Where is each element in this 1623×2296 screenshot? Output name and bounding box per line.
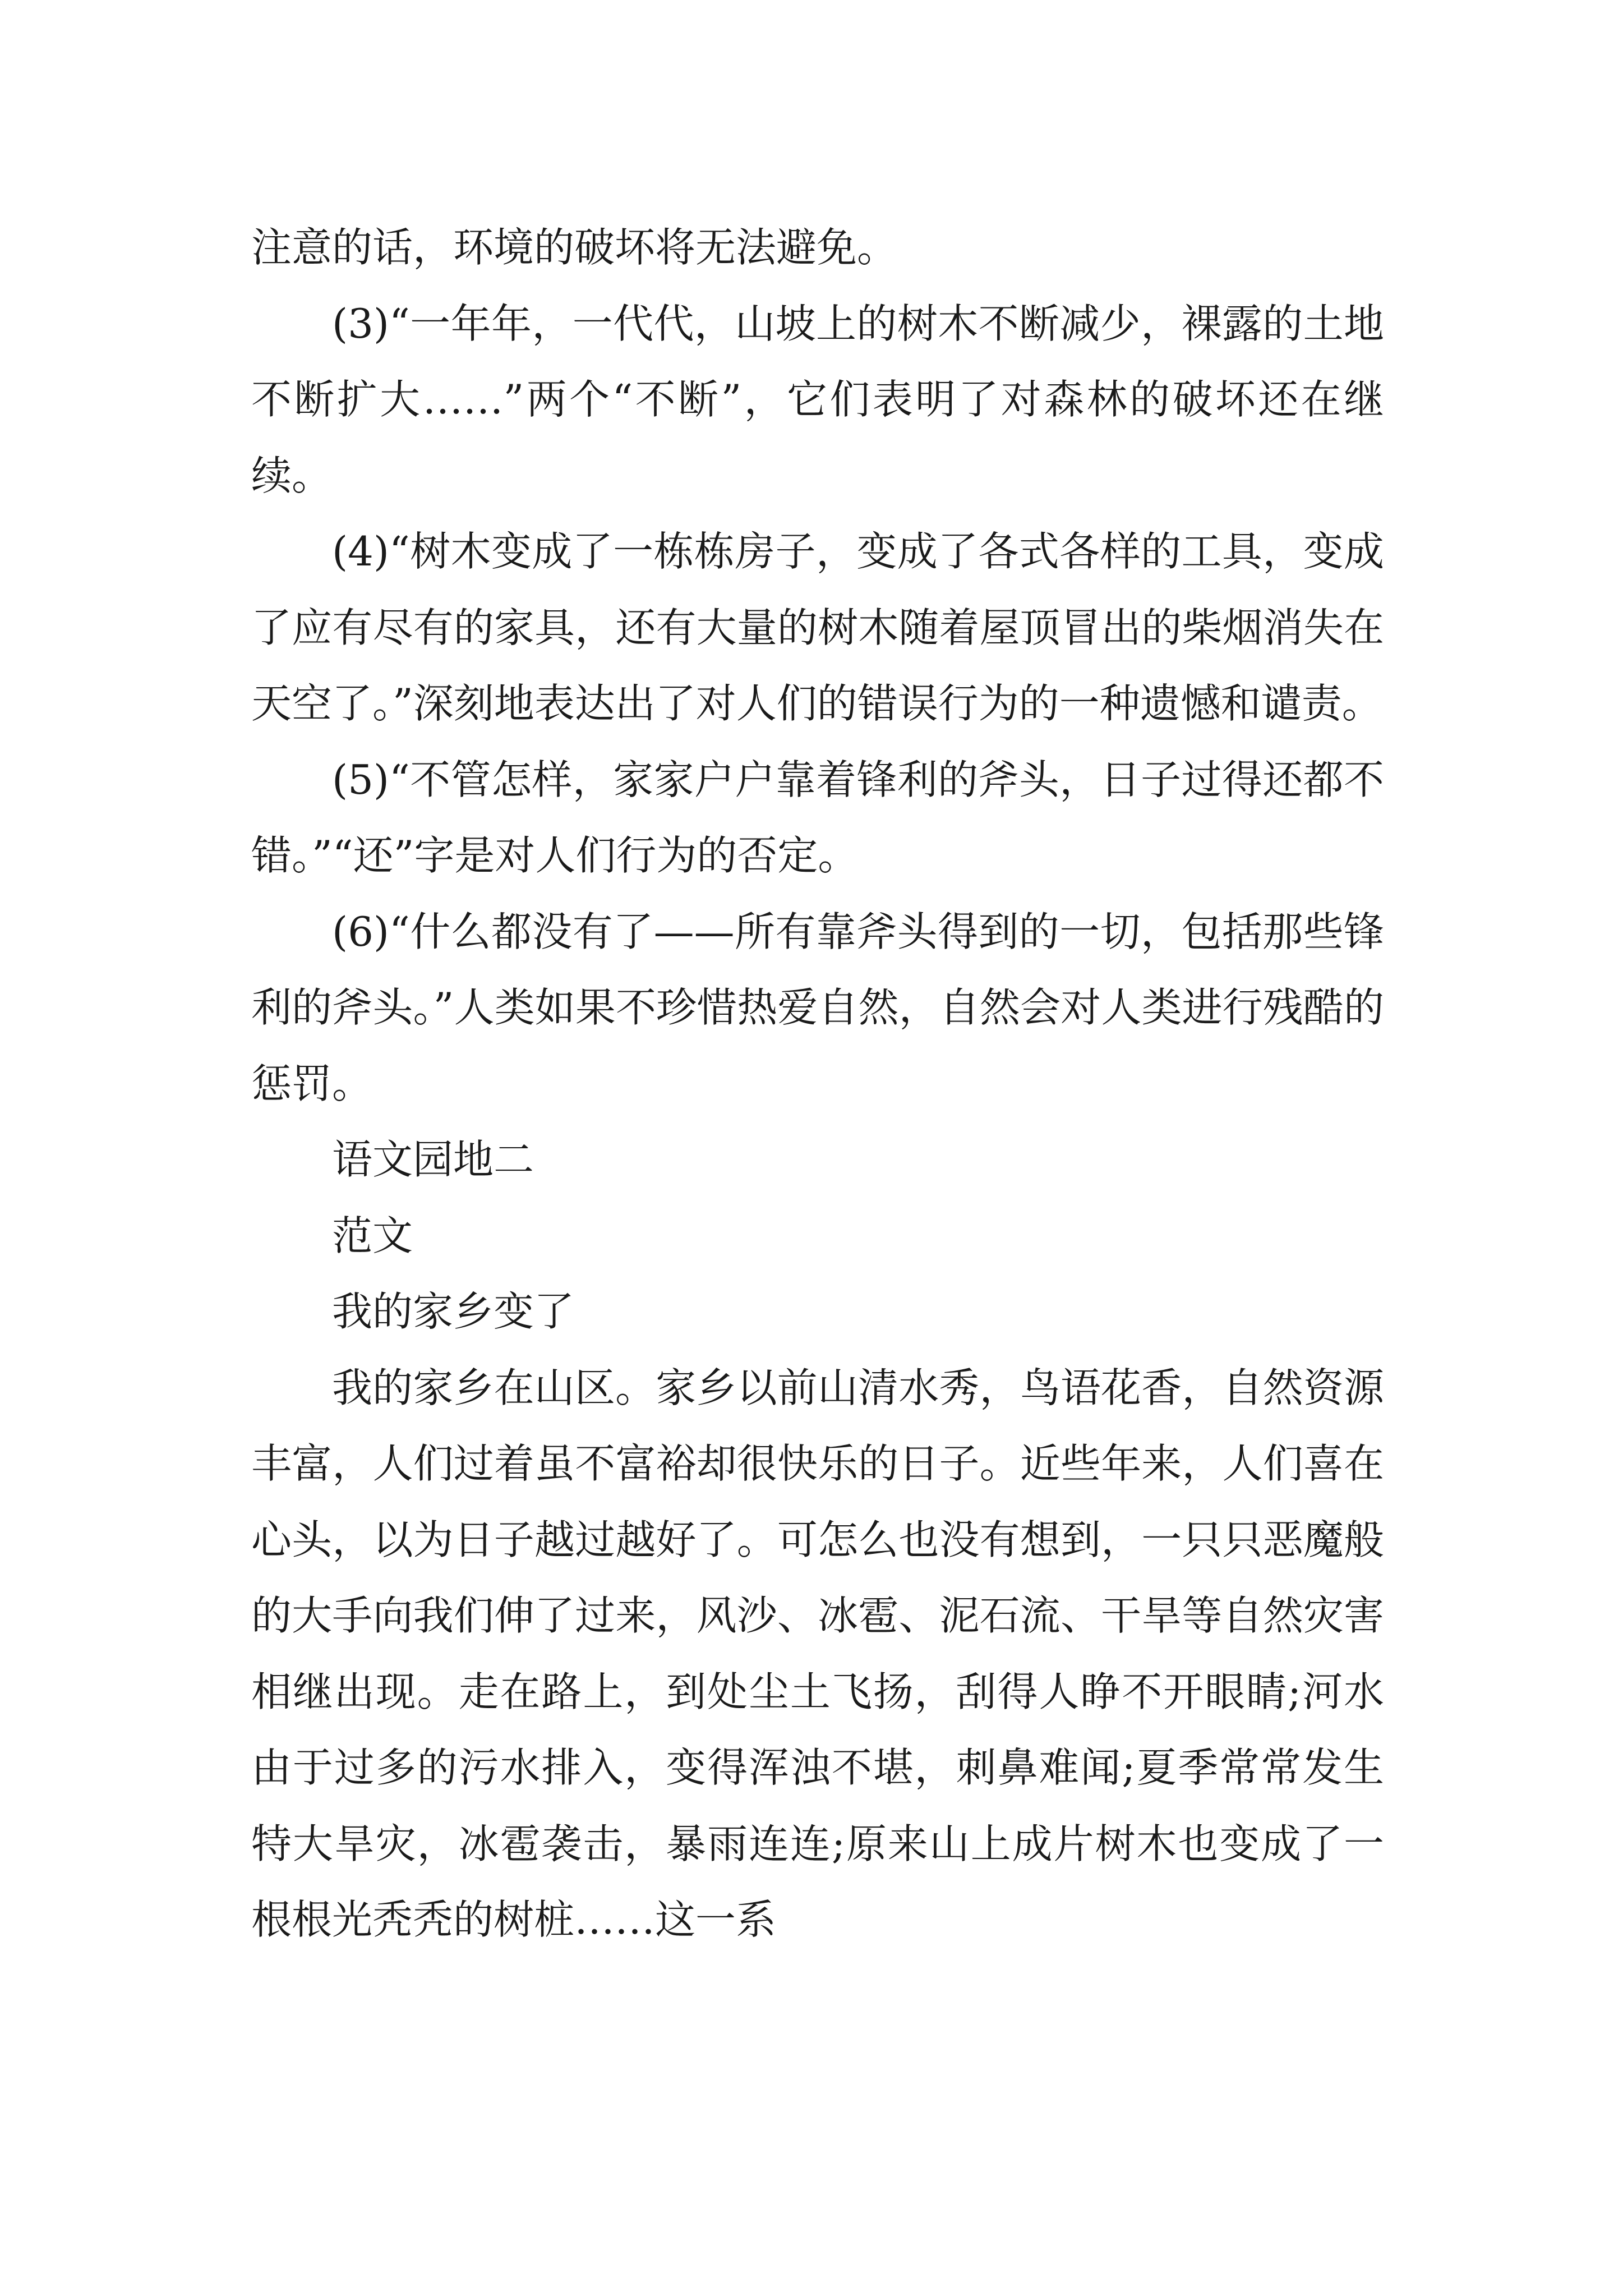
subsection-heading: 范文 <box>332 1212 413 1259</box>
paragraph-analysis-6: (6)“什么都没有了——所有靠斧头得到的一切，包括那些锋利的斧头。”人类如果不珍惜热爱自然，自然会对人类进行残酷的惩罚。 <box>251 908 1384 1107</box>
paragraph-analysis-3: (3)“一年年，一代代，山坡上的树木不断减少，裸露的土地不断扩大……”两个“不断”，它们表明了对森林的破坏还在继续。 <box>251 300 1384 499</box>
section-heading: 语文园地二 <box>332 1136 534 1183</box>
paragraph-analysis-4: (4)“树木变成了一栋栋房子，变成了各式各样的工具，变成了应有尽有的家具，还有大量的树木随着屋顶冒出的柴烟消失在天空了。”深刻地表达出了对人们的错误行为的一种遗憾和谴责。 <box>251 528 1384 727</box>
document-body <box>251 210 1384 1958</box>
paragraph-continuation: 注意的话，环境的破坏将无法避免。 <box>251 224 898 271</box>
essay-paragraph: 我的家乡在山区。家乡以前山清水秀，鸟语花香，自然资源丰富，人们过着虽不富裕却很快乐的日子。近些年来，人们喜在心头，以为日子越过越好了。可怎么也没有想到，一只只恶魔般的大手向我们伸了过来，风沙、冰雹、泥石流、干旱等自然灾害相继出现。走在路上，到处尘土飞扬，刮得人睁不开眼睛;河水由于过多的污水排入，变得浑浊不堪，刺鼻难闻;夏季常常发生特大旱灾，冰雹袭击，暴雨连连;原来山上成片树木也变成了一根根光秃秃的树桩……这一系 <box>251 1364 1384 1943</box>
essay-title: 我的家乡变了 <box>332 1288 575 1335</box>
paragraph-analysis-5: (5)“不管怎样，家家户户靠着锋利的斧头，日子过得还都不错。”“还”字是对人们行为的否定。 <box>251 756 1384 879</box>
